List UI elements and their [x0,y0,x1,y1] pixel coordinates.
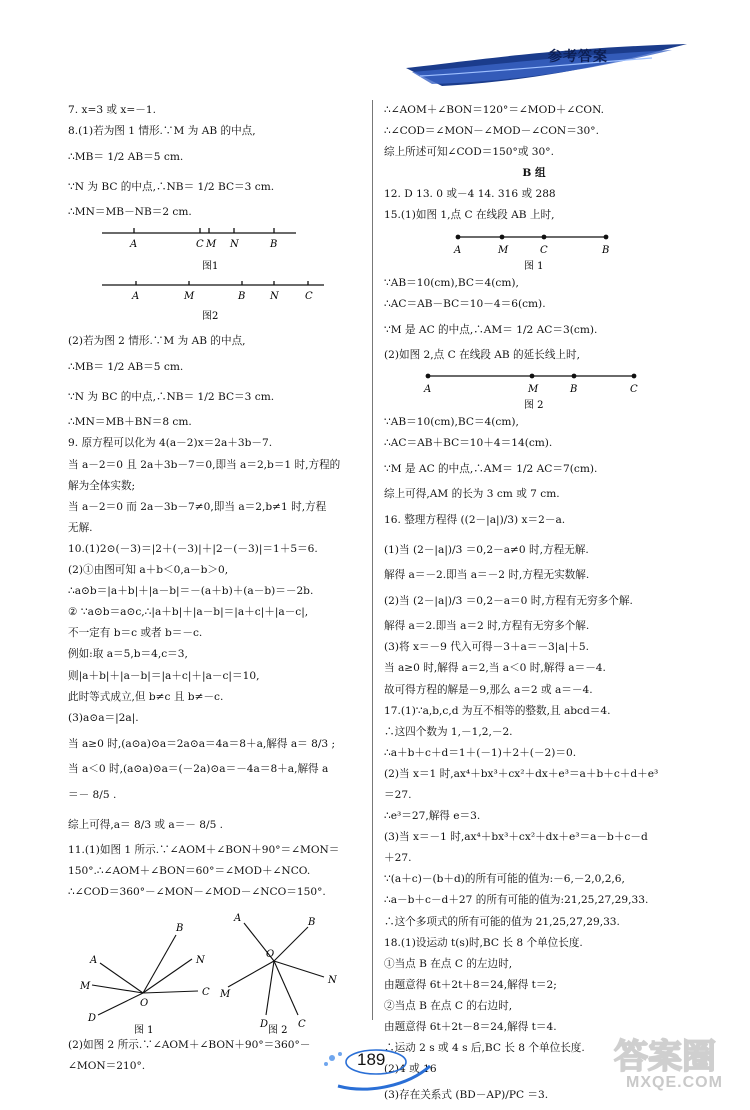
answer-line: ∴MB＝ 1/2 AB＝5 cm. [68,361,184,374]
answer-line: ∴AC＝AB－BC＝10－4＝6(cm). [384,297,546,310]
answer-line: 当 a≥0 时,解得 a＝2,当 a＜0 时,解得 a＝－4. [384,662,606,675]
svg-text:A: A [234,913,242,925]
svg-text:B: B [570,383,578,395]
svg-text:B: B [176,923,184,935]
point-label: A [132,291,140,303]
answer-line: ∵M 是 AC 的中点,∴AM＝ 1/2 AC＝3(cm). [384,323,598,336]
answer-line: 17.(1)∵a,b,c,d 为互不相等的整数,且 abcd＝4. [384,704,611,717]
svg-text:答案圈: 答案圈 [614,1037,716,1077]
answer-line: 解得 a＝2.即当 a＝2 时,方程有无穷多个解. [384,620,590,633]
answer-line: 不一定有 b＝c 或者 b＝－c. [68,627,203,640]
answer-line: 故可得方程的解是－9,那么 a＝2 或 a＝－4. [384,683,593,696]
figure-caption: 图2 [202,311,219,323]
figure-caption: 图1 [202,261,219,273]
point-label: N [230,239,239,251]
answer-line: 16. 整理方程得 ((2－|a|)/3) x＝2－a. [384,514,566,527]
answer-line: ∵N 为 BC 的中点,∴NB＝ 1/2 BC＝3 cm. [68,181,275,194]
answer-line: (3)将 x＝－9 代入可得－3＋a＝－3|a|＋5. [384,641,589,654]
answer-line: ∴∠AOM＋∠BON＝120°＝∠MOD＋∠CON. [384,104,605,116]
answer-line: (2)当 (2－|a|)/3 ＝0,2－a＝0 时,方程有无穷多个解. [384,595,633,608]
answer-line: (2)当 x＝1 时,ax⁴＋bx³＋cx²＋dx＋e³＝a＋b＋c＋d＋e³ [384,767,659,780]
answer-line: 解得 a＝－2.即当 a＝－2 时,方程无实数解. [384,569,590,582]
section-heading: B 组 [522,167,546,180]
page-header-title: 参考答案 [548,49,608,65]
answer-line: 18.(1)设运动 t(s)时,BC 长 8 个单位长度. [384,936,583,949]
answer-line: (2)如图 2 所示.∵∠AOM＋∠BON＋90°＝360°－ [68,1039,311,1052]
svg-text:D: D [260,1019,269,1031]
answer-line: 15.(1)如图 1,点 C 在线段 AB 上时, [384,209,555,222]
answer-line: ∴a＋b＋c＋d＝1＋(－1)＋2＋(－2)＝0. [384,746,577,759]
angle-figures-q11 [68,903,358,1035]
answer-line: ∵(a＋c)－(b＋d)的所有可能的值为:－6,－2,0,2,6, [384,873,625,886]
svg-text:C: C [540,244,548,256]
watermark-url: MXQE.COM [626,1074,723,1091]
answer-line: 综上所述可知∠COD＝150°或 30°. [384,146,554,159]
answer-line: 当 a＜0 时,(a⊙a)⊙a＝(－2a)⊙a＝－4a＝8＋a,解得 a [68,762,329,775]
right-column [384,100,684,1110]
answer-line: 例如:取 a＝5,b＝4,c＝3, [68,648,188,661]
answer-line: 当 a－2＝0 而 2a－3b－7≠0,即当 a＝2,b≠1 时,方程 [68,500,327,513]
answer-line: 8.(1)若为图 1 情形.∵M 为 AB 的中点, [68,125,256,138]
answer-line: ∴∠COD＝∠MON－∠MOD－∠CON＝30°. [384,125,599,138]
answer-line: ∴这四个数为 1,－1,2,－2. [384,725,513,738]
point-label: C [305,291,313,303]
answer-line: 12. D 13. 0 或－4 14. 316 或 288 [384,188,556,201]
answer-line: 7. x=3 或 x=－1. [68,104,156,116]
answer-line: ∴MN＝MB＋BN＝8 cm. [68,416,192,429]
point-label: C [196,239,204,251]
answer-line: 综上可得,AM 的长为 3 cm 或 7 cm. [384,488,560,501]
answer-line: ∴MN＝MB－NB＝2 cm. [68,206,192,219]
svg-text:B: B [602,244,610,256]
svg-text:O: O [140,998,149,1010]
answer-line: ②当点 B 在点 C 的右边时, [384,999,513,1012]
svg-text:C: C [298,1019,306,1031]
segment-figure-1 [68,223,298,281]
svg-text:N: N [328,975,337,987]
answer-line: ∴AC＝AB＋BC＝10＋4＝14(cm). [384,436,553,449]
answer-line: (1)当 (2－|a|)/3 ＝0,2－a≠0 时,方程无解. [384,544,589,557]
svg-text:图 2: 图 2 [268,1025,288,1036]
answer-line: (2)①由图可知 a＋b＜0,a－b＞0, [68,564,229,577]
point-label: N [270,291,279,303]
svg-text:N: N [196,955,205,967]
answer-line: ∴运动 2 s 或 4 s 后,BC 长 8 个单位长度. [384,1042,585,1055]
header-banner [402,40,692,92]
svg-text:B: B [308,917,316,929]
answer-line: ∴∠COD＝360°－∠MON－∠MOD－∠NCO＝150°. [68,886,326,899]
svg-text:图 1: 图 1 [134,1025,154,1036]
svg-text:图 1: 图 1 [524,260,544,272]
point-label: A [130,239,138,251]
answer-line: 无解. [68,521,93,534]
answer-line: ∵AB＝10(cm),BC＝4(cm), [384,276,519,289]
svg-text:C: C [630,383,638,395]
answer-line: 则|a＋b|＋|a－b|＝|a＋c|＋|a－c|＝10, [68,669,260,682]
answer-line: 由题意得 6t＋2t－8＝24,解得 t＝4. [384,1021,557,1033]
answer-line: ＝－ 8/5 . [68,788,117,801]
point-label: M [206,239,217,251]
answer-line: 9. 原方程可以化为 4(a－2)x＝2a＋3b－7. [68,437,273,450]
answer-line: ∴a⊙b＝|a＋b|＋|a－b|＝－(a＋b)＋(a－b)＝－2b. [68,585,314,598]
segment-figure-2 [68,281,328,331]
point-label: B [270,239,278,251]
answer-line: ∠MON＝210°. [68,1060,146,1073]
answer-line: (3)存在关系式 (BD－AP)/PC ＝3. [384,1089,549,1102]
answer-line: (2)4 或 16 [384,1063,437,1076]
answer-line: 此时等式成立,但 b≠c 且 b≠－c. [68,690,224,703]
svg-text:O: O [266,949,275,961]
svg-text:A: A [424,383,432,395]
svg-text:C: C [202,987,210,999]
segment-figure-15-2 [384,366,664,412]
answer-line: ∵M 是 AC 的中点,∴AM＝ 1/2 AC＝7(cm). [384,463,598,476]
point-label: M [184,291,195,303]
answer-line: (2)如图 2,点 C 在线段 AB 的延长线上时, [384,348,580,361]
svg-text:D: D [88,1013,97,1025]
page-number: 189 [357,1050,386,1069]
svg-text:A: A [90,955,98,967]
left-column [68,100,368,1077]
answer-line: ∴MB＝ 1/2 AB＝5 cm. [68,151,184,164]
answer-line: 由题意得 6t＋2t＋8＝24,解得 t＝2; [384,978,557,991]
answer-line: ∴e³＝27,解得 e＝3. [384,810,481,823]
answer-line: ①当点 B 在点 C 的左边时, [384,957,513,970]
answer-line: ＋27. [384,852,412,865]
answer-line: ＝27. [384,788,412,801]
answer-line: 当 a≥0 时,(a⊙a)⊙a＝2a⊙a＝4a＝8＋a,解得 a＝ 8/3 ; [68,737,336,750]
svg-text:M: M [528,383,539,395]
svg-text:A: A [454,244,462,256]
answer-line: (3)当 x＝－1 时,ax⁴＋bx³＋cx²＋dx＋e³＝a－b＋c－d [384,831,648,844]
svg-text:M: M [498,244,509,256]
answer-line: 解为全体实数; [68,479,136,492]
answer-line: 10.(1)2⊙(－3)＝|2＋(－3)|＋|2－(－3)|＝1＋5＝6. [68,542,318,555]
answer-line: 11.(1)如图 1 所示.∵∠AOM＋∠BON＋90°＝∠MON＝ [68,843,340,856]
answer-line: ② ∵a⊙b＝a⊙c,∴|a＋b|＋|a－b|＝|a＋c|＋|a－c|, [68,606,309,619]
answer-line: (2)若为图 2 情形.∵M 为 AB 的中点, [68,335,246,348]
answer-line: ∵N 为 BC 的中点,∴NB＝ 1/2 BC＝3 cm. [68,391,275,404]
answer-line: (3)a⊙a＝|2a|. [68,711,139,724]
point-label: B [238,291,246,303]
segment-figure-15-1 [384,227,664,273]
answer-line: 150°.∴∠AOM＋∠BON＝60°＝∠MOD＋∠NCO. [68,864,311,877]
answer-line: ∵AB＝10(cm),BC＝4(cm), [384,415,519,428]
svg-text:M: M [220,989,231,1001]
answer-line: 综上可得,a＝ 8/3 或 a＝－ 8/5 . [68,818,224,831]
answer-line: ∴这个多项式的所有可能的值为 21,25,27,29,33. [384,915,620,928]
answer-line: ∴a－b＋c－d＋27 的所有可能的值为:21,25,27,29,33. [384,894,649,907]
svg-text:图 2: 图 2 [524,399,544,411]
answer-line: 当 a－2＝0 且 2a＋3b－7＝0,即当 a＝2,b＝1 时,方程的 [68,458,341,471]
column-divider [372,100,373,1020]
svg-text:M: M [80,981,91,993]
